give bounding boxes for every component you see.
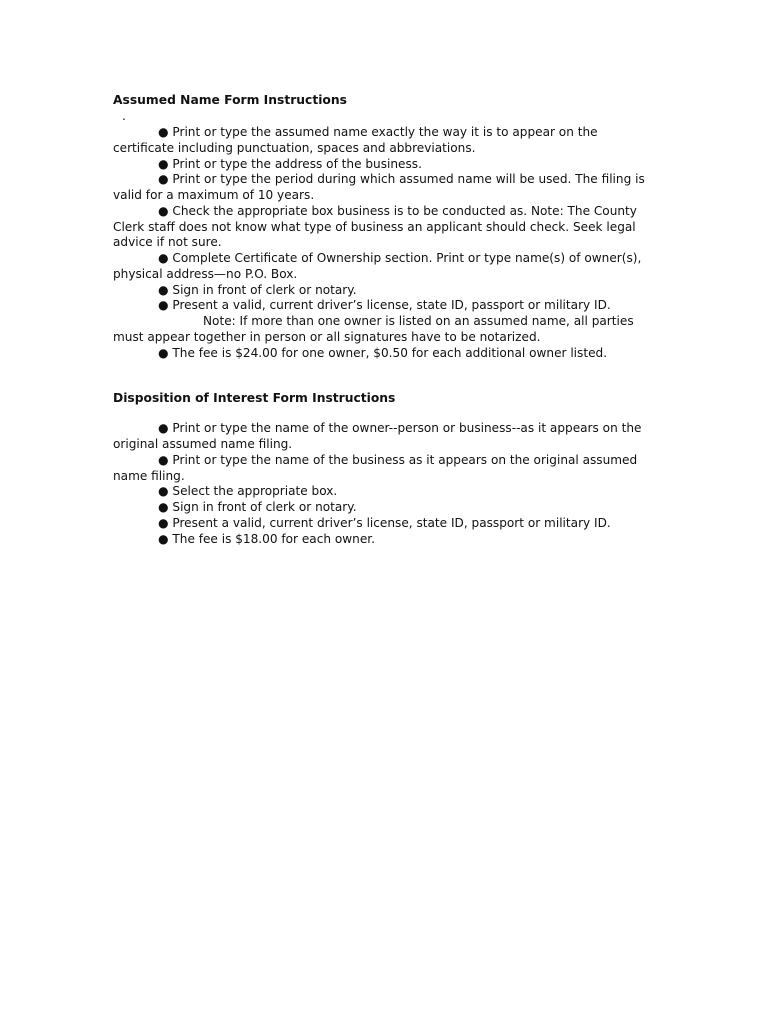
disposition-instruction: ● Print or type the name of the owner--person or business--as it appears on the original assumed name filing.: [113, 421, 642, 451]
assumed-name-instruction: ● Complete Certificate of Ownership section. Print or type name(s) of owner(s), physical address—no P.O. Box.: [113, 251, 642, 281]
assumed-name-instruction: ● Print or type the assumed name exactly the way it is to appear on the certificate including punctuation, spaces and abbreviations.: [113, 125, 598, 155]
disposition-instruction: ● Present a valid, current driver’s license, state ID, passport or military ID.: [158, 515, 611, 530]
assumed-name-instruction: ● Print or type the period during which assumed name will be used. The filing is valid for a maximum of 10 years.: [113, 172, 645, 202]
disposition-heading: Disposition of Interest Form Instructions: [113, 391, 396, 406]
assumed-name-instruction: ● Sign in front of clerk or notary.: [158, 282, 357, 297]
disposition-fee: ● The fee is $18.00 for each owner.: [158, 531, 375, 546]
assumed-name-instruction: ● Check the appropriate box business is to be conducted as. Note: The County Clerk staff does not know what type of business an applicant should check. Seek legal advice if not sure.: [113, 203, 637, 250]
section-spacer: [113, 361, 658, 390]
disposition-instruction: ● Select the appropriate box.: [158, 484, 338, 499]
disposition-instruction: ● Sign in front of clerk or notary.: [158, 500, 357, 514]
multiple-owner-note: Note: If more than one owner is listed on an assumed name, all parties must appear together in person or all signatures have to be notarized.: [113, 314, 634, 344]
assumed-name-heading: Assumed Name Form Instructions: [113, 93, 347, 107]
stray-dot: .: [122, 109, 126, 123]
assumed-name-instruction: ● Present a valid, current driver’s license, state ID, passport or military ID.: [158, 298, 611, 313]
disposition-instruction: ● Print or type the name of the business as it appears on the original assumed name filing.: [113, 452, 638, 483]
assumed-name-instruction: ● Print or type the address of the business.: [158, 156, 422, 171]
document-page: [113, 92, 658, 547]
heading-spacer: [113, 407, 658, 421]
assumed-name-fee: ● The fee is $24.00 for one owner, $0.50 for each additional owner listed.: [158, 345, 608, 360]
